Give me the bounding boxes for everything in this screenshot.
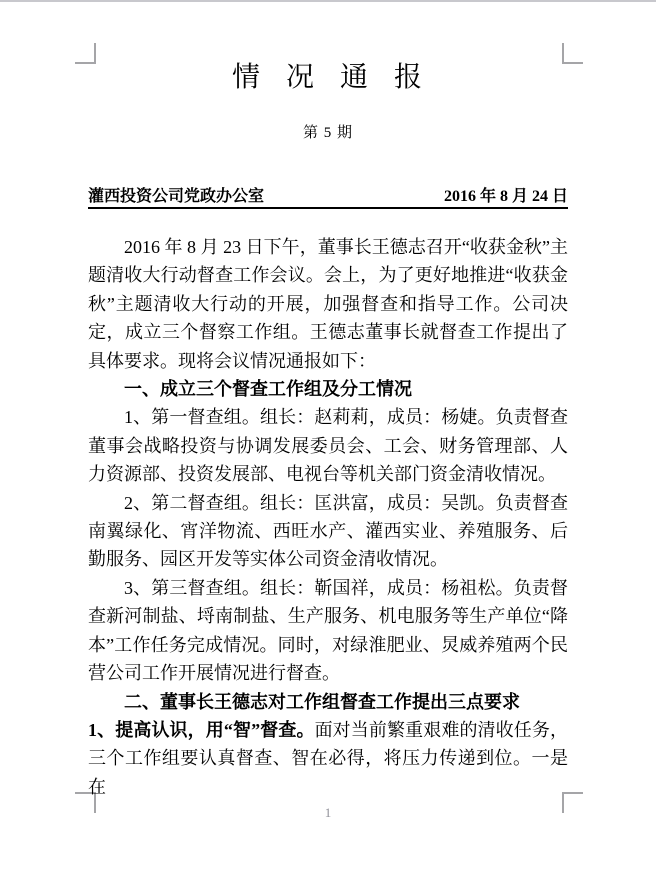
text-run: 1、第一督查组。组长：赵莉莉，成员：杨婕。负责督查董事会战略投资与协调发展委员会、工会、财务管理部、人力资源部、投资发展部、电视台等机关部门资金清收情况。: [88, 407, 568, 485]
document-title: 情 况 通 报: [231, 62, 424, 93]
section-heading: [88, 688, 568, 716]
masthead-rule: [88, 207, 568, 209]
text-run: 3、第三督查组。组长：靳国祥，成员：杨祖松。负责督查新河制盐、埒南制盐、生产服务、机电服务等生产单位“降本”工作任务完成情况。同时，对绿淮肥业、炅威养殖两个民营公司工作开展情况进行督查。: [88, 577, 568, 684]
issue-number: 第 5 期: [302, 125, 353, 141]
text-run: 1、提高认识，用“智”督查。: [88, 719, 315, 740]
document-body: [88, 233, 568, 801]
text-run: 面对当前繁重艰难的清收任务，三个工作组要认真督查、智在必得，将压力传递到位。一是在: [88, 719, 569, 797]
page-number: 1: [324, 805, 332, 820]
text-run: 二、董事长王德志对工作组督查工作提出三点要求: [124, 691, 520, 712]
section-heading: [88, 375, 568, 403]
paragraph: [88, 403, 568, 488]
masthead-row: [88, 183, 568, 206]
text-run: 一、成立三个督查工作组及分工情况: [124, 379, 412, 400]
paragraph: [88, 233, 568, 375]
issuing-org: 灌西投资公司党政办公室: [88, 188, 265, 205]
text-run: 2016 年 8 月 23 日下午，董事长王德志召开“收获金秋”主题清收大行动督查工作会议。会上，为了更好地推进“收获金秋”主题清收大行动的开展，加强督查和指导工作。公司决定，成立三个督察工作组。王德志董事长就督查工作提出了具体要求。现将会议情况通报如下：: [88, 237, 568, 371]
window-top-border: [0, 0, 656, 2]
paragraph: [88, 716, 568, 801]
issue-date: 2016 年 8 月 24 日: [443, 188, 568, 205]
paragraph: [88, 574, 568, 688]
paragraph: [88, 489, 568, 574]
text-run: 2、第二督查组。组长：匡洪富，成员：吴凯。负责督查南翼绿化、宵洋物流、西旺水产、灌西实业、养殖服务、后勤服务、园区开发等实体公司资金清收情况。: [88, 492, 568, 570]
